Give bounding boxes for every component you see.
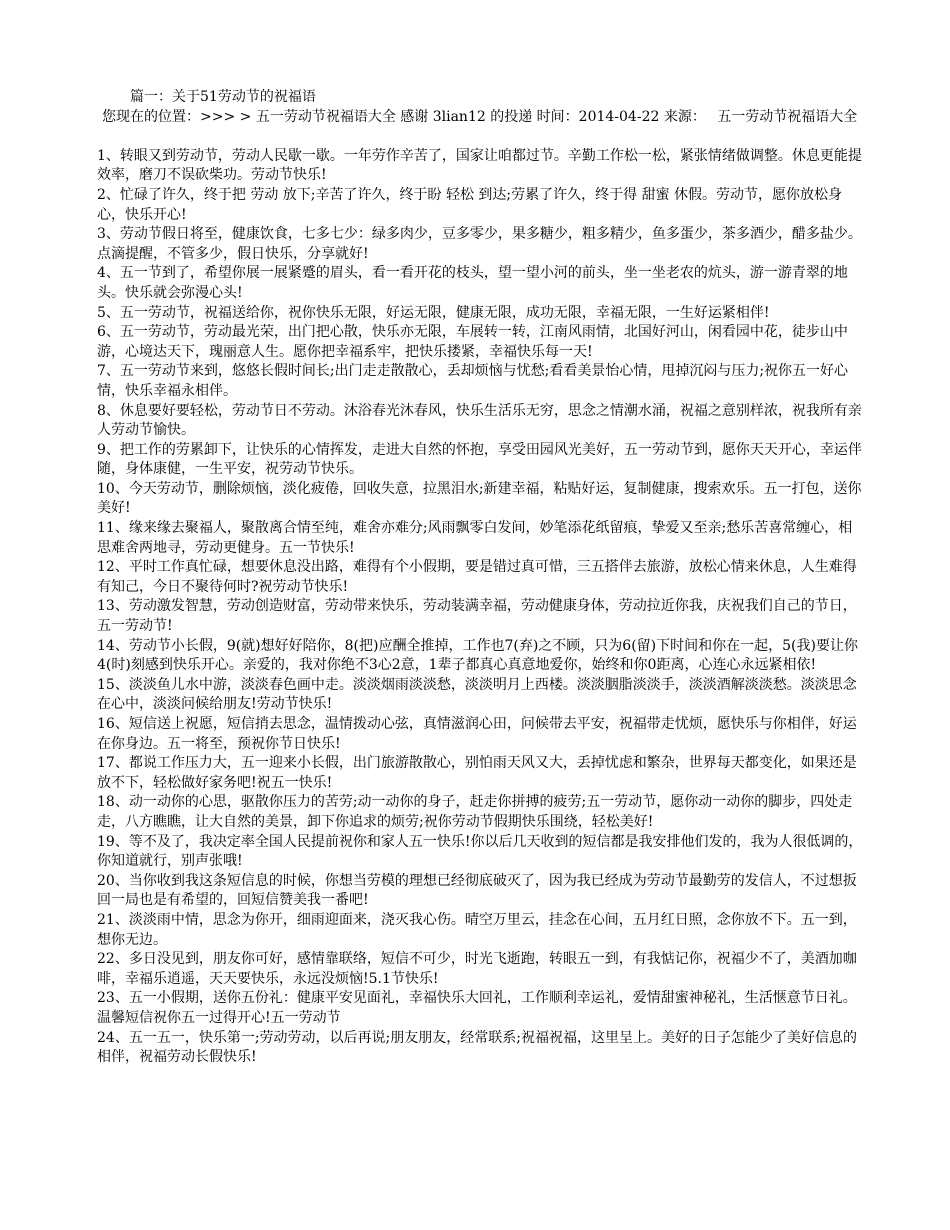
blessing-item: 18、动一动你的心思，驱散你压力的苦劳;动一动你的身子，赶走你拼搏的疲劳;五一劳动节，愿你动一动你的脚步，四处走走，八方瞧瞧，让大自然的美景，卸下你追求的烦劳;祝你劳动节假期快乐围绕，轻松美好! xyxy=(97,794,853,830)
blessing-item: 15、淡淡鱼儿水中游，淡淡春色画中走。淡淡烟雨淡淡愁，淡淡明月上西楼。淡淡胭脂淡淡手，淡淡酒解淡淡愁。淡淡思念在心中，淡淡问候给朋友!劳动节快乐! xyxy=(97,676,857,713)
blessing-item: 2、忙碌了许久，终于把 劳动 放下;辛苦了许久，终于盼 轻松 到达;劳累了许久，终于得 甜蜜 休假。劳动节，愿你放松身心，快乐开心! xyxy=(97,186,843,223)
blessing-item: 21、淡淡雨中情，思念为你开，细雨迎面来，浇灭我心伤。晴空万里云，挂念在心间，五月红日照，念你放不下。五一到，想你无边。 xyxy=(97,911,857,948)
blessing-item: 14、劳动节小长假，9(就)想好好陪你，8(把)应酬全推掉，工作也7(弃)之不顾，只为6(留)下时间和你在一起，5(我)要让你4(时)刻感到快乐开心。亲爱的，我对你绝不3心2意，1辈子都真心真意地爱你，始终和你0距离，心连心永远紧相依! xyxy=(97,637,858,674)
blessing-item: 20、当你收到我这条短信息的时候，你想当劳模的理想已经彻底破灭了，因为我已经成为劳动节最勤劳的发信人，不过想扳回一局也是有希望的，回短信赞美我一番吧! xyxy=(97,872,857,909)
blessing-item: 6、五一劳动节，劳动最光荣，出门把心散，快乐亦无限，车展转一转，江南风雨情，北国好河山，闲看园中花，徒步山中游，心境达天下，瑰丽意人生。愿你把幸福系牢，把快乐搂紧，幸福快乐每一天! xyxy=(97,324,848,360)
blessing-item: 9、把工作的劳累卸下，让快乐的心情挥发，走进大自然的怀抱，享受田园风光美好，五一劳动节到，愿你天天开心，幸运伴随，身体康健，一生平安，祝劳动节快乐。 xyxy=(97,441,862,478)
blessing-item: 4、五一节到了，希望你展一展紧蹙的眉头，看一看开花的枝头，望一望小河的前头，坐一坐老农的炕头，游一游青翠的地头。快乐就会弥漫心头! xyxy=(97,265,848,301)
blessing-item: 23、五一小假期，送你五份礼：健康平安见面礼，幸福快乐大回礼，工作顺利幸运礼，爱情甜蜜神秘礼，生活惬意节日礼。温馨短信祝你五一过得开心!五一劳动节 xyxy=(97,990,857,1026)
blessing-item: 8、休息要好要轻松，劳动节日不劳动。沐浴春光沐春风，快乐生活乐无穷，思念之情潮水涌，祝福之意别样浓，祝我所有亲人劳动节愉快。 xyxy=(97,402,862,439)
blessing-item: 7、五一劳动节来到，悠悠长假时间长;出门走走散散心，丢却烦恼与忧愁;看看美景怡心情，甩掉沉闷与压力;祝你五一好心情，快乐幸福永相伴。 xyxy=(97,363,849,399)
blessing-item: 3、劳动节假日将至，健康饮食，七多七少：绿多肉少，豆多零少，果多糖少，粗多精少，鱼多蛋少，茶多酒少，醋多盐少。点滴提醒，不管多少，假日快乐，分享就好! xyxy=(97,226,862,262)
document-title: 篇一：关于51劳动节的祝福语 xyxy=(130,89,316,105)
blessing-item: 22、多日没见到，朋友你可好，感情靠联络，短信不可少，时光飞逝跑，转眼五一到，有我惦记你，祝福少不了，美酒加咖啡，幸福乐逍遥，天天要快乐，永远没烦恼!5.1节快乐! xyxy=(97,951,857,987)
blessing-item: 10、今天劳动节，删除烦恼，淡化疲倦，回收失意，拉黑泪水;新建幸福，粘贴好运，复制健康，搜索欢乐。五一打包，送你美好! xyxy=(97,480,862,517)
blessing-item: 5、五一劳动节，祝福送给你，祝你快乐无限，好运无限，健康无限，成功无限，幸福无限，一生好运紧相伴! xyxy=(97,304,770,321)
blessing-item: 11、缘来缘去聚福人，聚散离合情至纯，难舍亦难分;风雨飘零白发间，妙笔添花纸留痕，挚爱又至亲;愁乐苦喜常缠心，相思难舍两地寻，劳动更健身。五一节快乐! xyxy=(97,520,853,556)
blessing-item: 19、等不及了，我决定率全国人民提前祝你和家人五一快乐!你以后几天收到的短信都是我安排他们发的，我为人很低调的，你知道就行，别声张哦! xyxy=(97,833,863,870)
blessing-item: 24、五一五一，快乐第一;劳动劳动，以后再说;朋友朋友，经常联系;祝福祝福，这里呈上。美好的日子怎能少了美好信息的相伴，祝福劳动长假快乐! xyxy=(97,1029,857,1066)
blessing-item: 17、都说工作压力大，五一迎来小长假，出门旅游散散心，别怕雨天风又大，丢掉忧虑和繁杂，世界每天都变化，如果还是放不下，轻松做好家务吧!祝五一快乐! xyxy=(97,755,857,791)
blessing-item: 1、转眼又到劳动节，劳动人民歇一歇。一年劳作辛苦了，国家让咱都过节。辛勤工作松一松，紧张情绪做调整。休息更能提效率，磨刀不误砍柴功。劳动节快乐! xyxy=(97,147,862,184)
blessing-item: 16、短信送上祝愿，短信捎去思念，温情拨动心弦，真情滋润心田，问候带去平安，祝福带走忧烦，愿快乐与你相伴，好运在你身边。五一将至，预祝你节日快乐! xyxy=(97,716,857,752)
location-line: 您现在的位置：>>> > 五一劳动节祝福语大全 感谢 3lian12 的投递 时间：2014-04-22 来源： 五一劳动节祝福语大全 xyxy=(102,108,858,125)
document-body xyxy=(88,88,864,1068)
blessing-item: 12、平时工作真忙碌，想要休息没出路，难得有个小假期，要是错过真可惜，三五搭伴去旅游，放松心情来休息，人生难得有知己，今日不聚待何时?祝劳动节快乐! xyxy=(97,559,857,595)
blessing-item: 13、劳动激发智慧，劳动创造财富，劳动带来快乐，劳动装满幸福，劳动健康身体，劳动拉近你我，庆祝我们自己的节日，五一劳动节! xyxy=(97,598,857,635)
